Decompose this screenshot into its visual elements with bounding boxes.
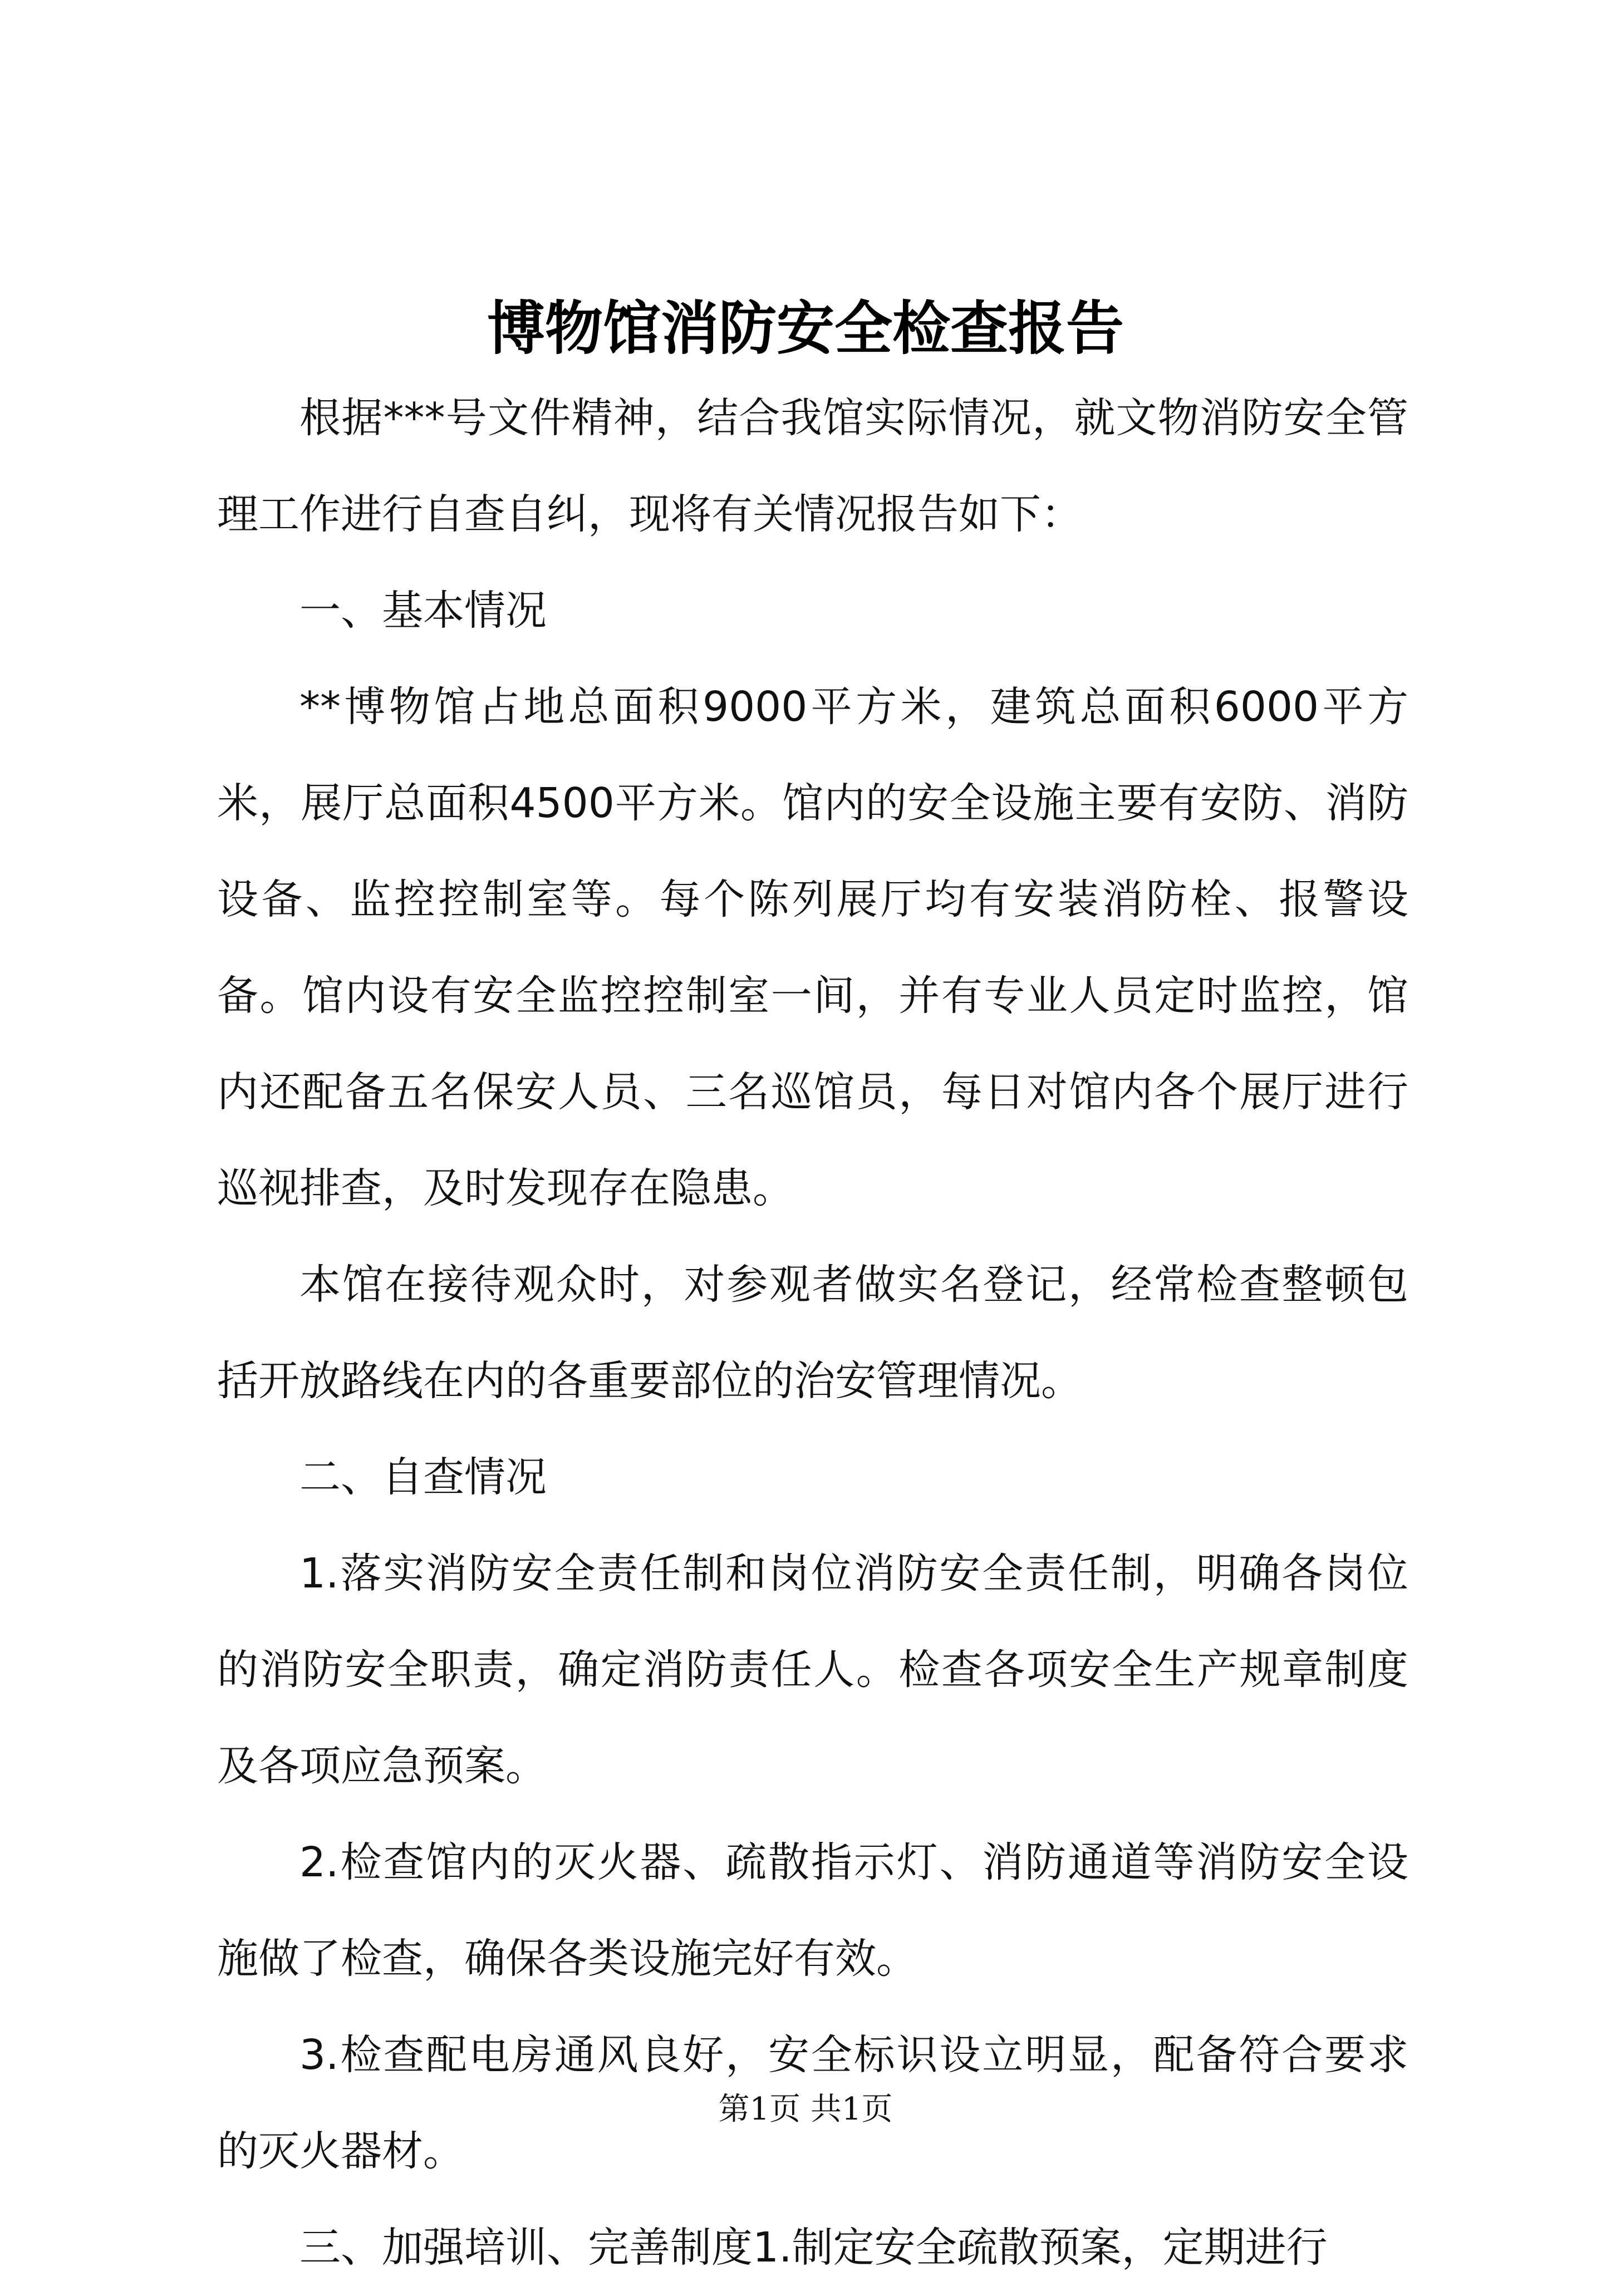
- page-footer: 第1页 共1页: [718, 2091, 893, 2127]
- paragraph-item-3: 3.检查配电房通风良好，安全标识设立明显，配备符合要求的灭火器材。: [217, 2031, 1408, 2175]
- document-body: [217, 370, 1408, 2296]
- paragraph-item-1: 1.落实消防安全责任制和岗位消防安全责任制，明确各岗位的消防安全职责，确定消防责任人。检查各项安全生产规章制度及各项应急预案。: [217, 1550, 1408, 1790]
- paragraph-basic-info: **博物馆占地总面积9000平方米，建筑总面积6000平方米，展厅总面积4500平方米。馆内的安全设施主要有安防、消防设备、监控控制室等。每个陈列展厅均有安装消防栓、报警设备。馆内设有安全监控控制室一间，并有专业人员定时监控，馆内还配备五名保安人员、三名巡馆员，每日对馆内各个展厅进行巡视排查，及时发现存在隐患。: [217, 683, 1408, 1212]
- paragraph-item-2: 2.检查馆内的灭火器、疏散指示灯、消防通道等消防安全设施做了检查，确保各类设施完好有效。: [217, 1838, 1408, 1983]
- paragraph-visitor-management: 本馆在接待观众时，对参观者做实名登记，经常检查整顿包括开放路线在内的各重要部位的治安管理情况。: [217, 1261, 1408, 1405]
- heading-basic-info: 一、基本情况: [299, 587, 547, 635]
- document-title: 博物馆消防安全检查报告: [487, 294, 1124, 362]
- paragraph-training: 三、加强培训、完善制度1.制定安全疏散预案，定期进行: [299, 2224, 1328, 2272]
- heading-self-inspection: 二、自查情况: [299, 1453, 547, 1501]
- paragraph-intro: 根据***号文件精神，结合我馆实际情况，就文物消防安全管理工作进行自查自纠，现将有关情况报告如下：: [217, 394, 1408, 538]
